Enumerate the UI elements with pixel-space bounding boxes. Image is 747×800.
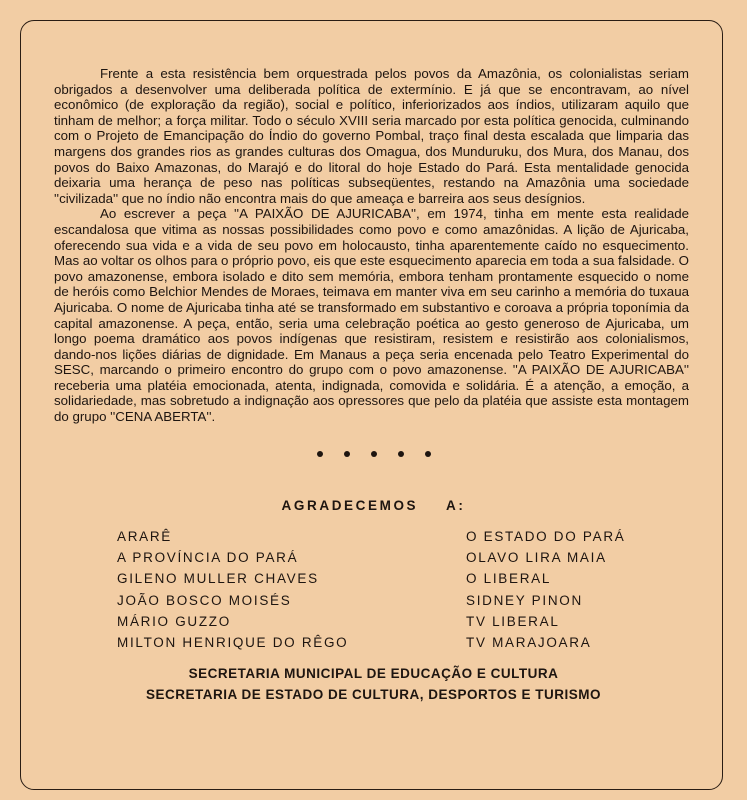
paragraph-2: Ao escrever a peça ''A PAIXÃO DE AJURICABA'', em 1974, tinha em mente esta realidade escandalosa que vitima as nossas possibilidades como povo e como amazônidas. A lição de Ajuricaba, oferecendo sua vida e a vida de seu povo em holocausto, tinha aparentemente caído no esquecimento. Mas ao voltar os olhos para o próprio povo, eis que este esquecimento aparecia em toda a sua falsidade. O povo amazonense, embora isolado e dito sem memória, embora tenham prontamente esquecido o nome de heróis como Belchior Mendes de Moraes, teimava em manter viva em seu carinho a memória do tuxaua Ajuricaba. O nome de Ajuricaba tinha até se transformado em substantivo e coroava a própria toponímia da capital amazonense. A peça, então, seria uma celebração poética ao gesto generoso de Ajuricaba, um longo poema dramático aos povos indígenas que resistiram, resistem e resistirão aos colonialismos, dando-nos lições diárias de dignidade. Em Manaus a peça seria encenada pelo Teatro Experimental do SESC, marcando o primeiro encontro do grupo com o povo amazonense. ''A PAIXÃO DE AJURICABA'' receberia uma platéia emocionada, atenta, indignada, comovida e solidária. É a atenção, a emoção, a solidariedade, mas sobretudo a indignação aos opressores que pelo da platéia que assiste esta montagem do grupo ''CENA ABERTA''.: [54, 206, 689, 425]
divider-dot: [398, 451, 404, 457]
thanks-name: TV LIBERAL: [466, 613, 560, 629]
thanks-list-right: [466, 526, 625, 653]
divider-dot: [371, 451, 377, 457]
thanks-name: GILENO MULLER CHAVES: [117, 571, 319, 587]
thanks-name: A PROVÍNCIA DO PARÁ: [117, 550, 299, 566]
organizations: [0, 663, 747, 705]
thanks-name: TV MARAJOARA: [466, 635, 592, 651]
thanks-name: O ESTADO DO PARÁ: [466, 529, 626, 544]
thanks-name: MILTON HENRIQUE DO RÊGO: [117, 635, 349, 651]
organization-line: SECRETARIA MUNICIPAL DE EDUCAÇÃO E CULTURA: [188, 666, 559, 681]
body-text: [54, 66, 689, 425]
thanks-name: SIDNEY PINON: [466, 592, 583, 608]
thanks-name: O LIBERAL: [466, 571, 552, 587]
paragraph-1: Frente a esta resistência bem orquestrada pelos povos da Amazônia, os colonialistas seriam obrigados a desenvolver uma deliberada política de extermínio. E já que se encontravam, ao nível econômico (de exploração da região), social e político, inferiorizados aos índios, utilizaram aquilo que tinham de melhor; a força militar. Todo o século XVIII seria marcado por esta política genocida, culminando com o Projeto de Emancipação do Índio do governo Pombal, traço final desta escalada que limparia das margens dos grandes rios as grandes culturas dos Omagua, dos Munduruku, dos Mura, dos Manau, dos povos do Baixo Amazonas, do Marajó e do litoral do hoje Estado do Pará. Esta mentalidade genocida deixaria uma herança de peso nas políticas subseqüentes, restando na Amazônia uma sociedade ''civilizada'' que no índio não encontra mais do que ameaça e barreira aos seus desígnios.: [54, 66, 689, 206]
thanks-name: ARARÊ: [117, 529, 173, 544]
divider-dot: [317, 451, 323, 457]
thanks-name: JOÃO BOSCO MOISÉS: [117, 592, 292, 608]
divider-dot: [425, 451, 431, 457]
thanks-name: OLAVO LIRA MAIA: [466, 550, 607, 566]
thanks-heading: AGRADECEMOS A:: [281, 498, 466, 513]
section-divider: [0, 451, 747, 457]
organization-line: SECRETARIA DE ESTADO DE CULTURA, DESPORTOS E TURISMO: [145, 687, 602, 702]
thanks-name: MÁRIO GUZZO: [117, 613, 231, 629]
divider-dot: [344, 451, 350, 457]
thanks-list-left: [117, 526, 348, 653]
